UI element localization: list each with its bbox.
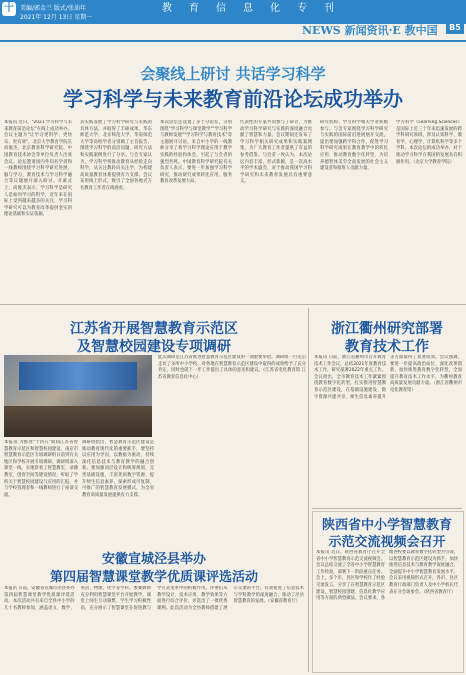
lead-title: 学习科学与未来教育前沿论坛成功举办: [63, 87, 403, 111]
jiangsu-column-right: 此次调研是江苏省推进智慧教育示范区建设的一项重要举措。调研组一行先后走访了多所中小学校，对各地在智慧教育示范区建设中取得的成效给予了充分肯定，同时也就下一步工作提出了具体的意见和建议。（江苏省电化教育馆 江苏省教育信息化中心）: [158, 355, 306, 380]
zhejiang-title-line-1: 浙江衢州研究部署: [331, 321, 443, 337]
edition-line: 美编/郭金兰 版式/张油年: [20, 5, 86, 12]
right-divider: [312, 508, 462, 509]
anhui-title-line-2: 第四届智慧课堂教学优质课评选活动: [49, 570, 258, 585]
lead-column-2: 其实践发展了学习科学研究与实践的具体方法，并取得了丰硕成果。华东师范大学、北京师范大学、华南师范大学等高校学者分别做了主旨报告，围绕学习科学的前沿问题、研究方法和实践案例进行了分享。与会专家认为，学习科学将推动教育从经验走向科学，从关注教转向关注学，为构建高质量教育体系提供有力支撑。会议采用线上形式，吸引了全国各地近万名教育工作者在线观看。: [80, 120, 152, 191]
jiangsu-meeting-photo: [4, 355, 152, 437]
shaanxi-title-line-1: 陕西省中小学智慧教育: [321, 518, 452, 533]
section-divider: [0, 304, 466, 305]
lead-column-6: 学习科学（Learning Sciences）是国际上近三十年来迅速发展的跨学科研究领域，涉及认知科学、教育学、心理学、计算机科学等多个学科。本次论坛的成功举办，对于推动学习科学在我国的发展具有积极作用。（北京大学教育学院）: [396, 120, 462, 165]
page-number: B5: [446, 22, 464, 34]
jiangsu-title-line-2: 及智慧校园建设专项调研: [77, 339, 231, 355]
jiangsu-title-line-1: 江苏省开展智慧教育示范区: [70, 321, 238, 337]
jiangsu-column-left: 本报讯 为推进"十四五"期间江苏省智慧教育示范区和智慧校园建设，南京市智慧教育示范区专项调研组日前到有关地区和学校开展专项调研。调研组深入课堂一线，实地察看了智慧教室、录播教室、创客空间等建设情况，听取了学校关于智慧校园建设与应用的汇报，并与学校管理者和一线教师进行了座谈交流。: [4, 440, 78, 498]
shaanxi-body: 本报讯 近日，陕西省教育厅召开全省中小学智慧教育示范交流视频会。会议总结交流了全省中小学智慧教育工作经验，部署下一阶段重点任务。会上，多个市、县区和学校作了经验交流发言，分享了在智慧教育示范区建设、智慧校园创建、信息化教学应用等方面的典型做法。会议要求，各地各校要以教育数字化转型为引领，以智慧教育示范区建设为抓手，加快推进信息技术与教育教学深度融合，全面提升中小学智慧教育发展水平。会议采用视频形式召开，各市、县区教育行政部门负责人及中小学校长代表在分会场参会。（陕西省教育厅）: [316, 550, 458, 602]
jiangsu-column-mid: 调研组指出，智慧教育示范区建设是推动教育现代化的重要抓手，要坚持以应用为导向，以数据为驱动，持续深化信息技术与教育教学的融合创新。要加强顶层设计和统筹规划，完善基础设施，丰富优质数字资源，提升师生信息素养，探索形成可复制、可推广的智慧教育发展模式，为全省教育高质量发展提供有力支撑。: [82, 440, 154, 498]
anhui-title-line-1: 安徽宣城泾县举办: [101, 552, 206, 567]
lead-column-3: 本次论坛还设置了多个分论坛，分别围绕"学习科学与课堂教学""学习科学与教师发展""学习科学与教育技术"等主题展开讨论。来自中小学的一线教师分享了将学习科学理论应用于教学实践的经验和体会，引起了与会者的强烈共鸣。中国教育科学研究院有关负责人表示，要进一步加强学习科学研究，推动研究成果转化应用，服务教育改革发展大局。: [160, 120, 232, 185]
shaanxi-title-line-2: 示范交流视频会召开: [328, 535, 446, 550]
lead-column-4: 代表性的专家共同参与了研讨，为推动学习科学研究与实践的深度融合贡献了智慧和力量。会议期间还发布了学习科学相关研究成果和实践案例集，为广大教育工作者提供了有益的参考借鉴。与会者一致认为，本次论坛内容丰富、形式新颖，是一次高水平的学术盛会，对于推动我国学习科学研究和未来教育发展具有重要意义。: [240, 120, 312, 185]
lead-column-1: 本报讯 近日，"2021 学习科学与未来教育前沿论坛"在线上成功举办。会议主题为"让学习更科学、更快乐、更有效"。北京大学教育学院长尚俊杰、北京教育科学研究院、中国教育技术协会等单位负责人出席会议。论坛邀请国内外知名学者和一线教师围绕学习科学研究进展、脑与学习、教育技术与学习科学融合等议题展开深入研讨。开幕式上，尚俊杰表示，学习科学是研究人是如何学习的科学，近年来在国际上受到越来越多的关注，学习科学研究可以为教育改革提供坚实的理论基础和实证依据。: [4, 120, 72, 218]
section-band: 教育信息化专刊: [150, 0, 466, 17]
news-label: NEWS 新闻资讯·E 教中国: [302, 24, 438, 37]
newspaper-logo-icon: 十: [4, 3, 14, 14]
lead-column-5: 研究机构、学习科学相关学者积极参与。与会专家围绕学习科学研究与实践的国际前沿进展展开交流，提出要加强跨学科合作，促进学习科学研究成果在教育教学中的转化应用，推动教育数字化转型，为培养德智体美劳全面发展的社会主义建设者和接班人贡献力量。: [320, 120, 388, 172]
zhejiang-title-line-2: 教育技术工作: [345, 339, 429, 355]
lead-subtitle: 会聚线上研讨 共话学习科学: [140, 65, 326, 83]
anhui-body: 本报讯 日前，安徽省宣城市泾县举办第四届智慧课堂教学优质课评选活动。本次活动共有来自全县中小学的几十名教师参加，涵盖语文、数学、英语、物理、化学等学科。参赛教师充分利用智慧课堂平台开展教学，课堂上师生互动频繁，学生学习积极性高，充分展示了智慧课堂在促进教与学方式变革中的积极作用。评委们从教学设计、技术应用、教学效果等方面进行综合评价，评选出了一批优秀课例。此次活动为全县教师搭建了展示交流的平台，有效促进了信息技术与学科教学的深度融合，推动了泾县智慧教育的发展。（安徽省教育厅）: [4, 586, 304, 611]
vertical-divider: [308, 308, 309, 672]
date-line: 2021年 12月 13日 星期一: [20, 14, 93, 21]
masthead-rule: [0, 40, 466, 42]
zhejiang-body: 本报讯 日前，浙江省衢州市召开教育技术工作会议，总结2021年度教育技术工作，研究部署2022年重点工作。会议指出，全市教育技术工作紧紧围绕教育数字化转型，扎实推进智慧教育示范区建设，在基础设施建设、数字资源共建共享、师生信息素养提升等方面取得了显著成效。会议强调，要进一步提高政治站位，深化改革创新，加快推进教育数字化转型，全面提升教育技术工作水平，为衢州教育高质量发展贡献力量。（浙江省衢州市电化教育馆）: [314, 355, 462, 400]
